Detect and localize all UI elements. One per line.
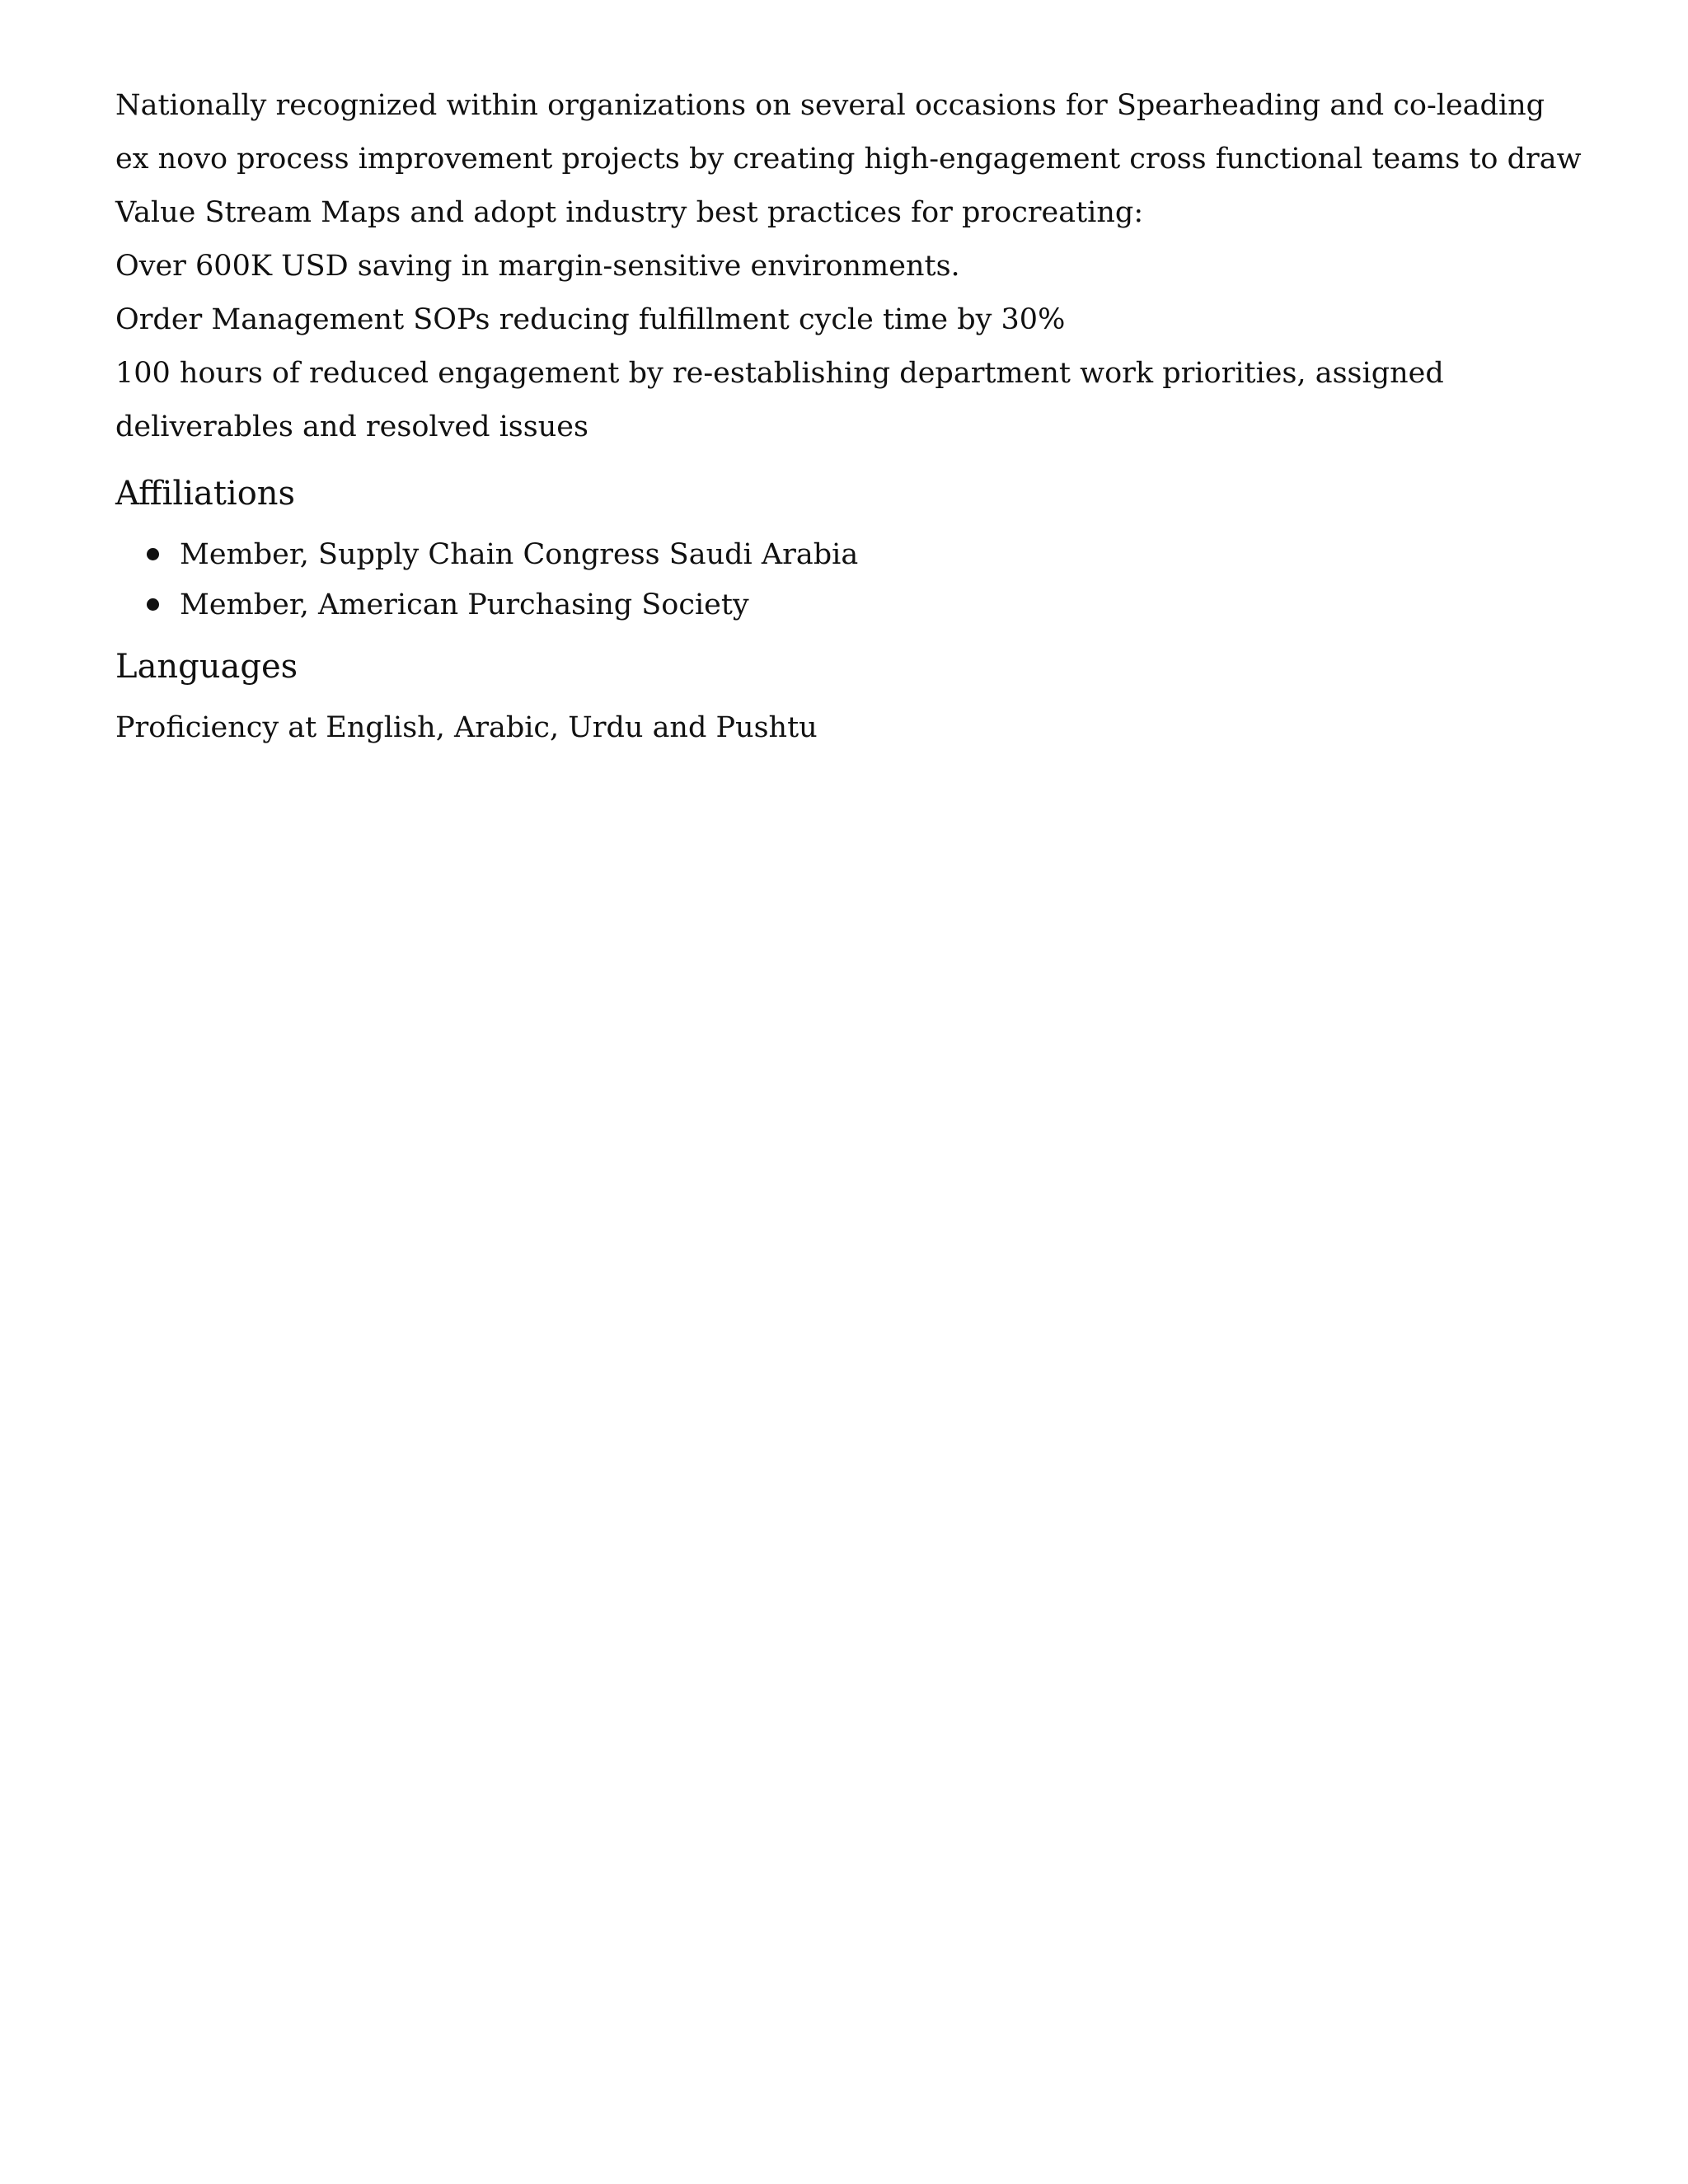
bullet-icon	[147, 598, 159, 611]
paragraph-line: Value Stream Maps and adopt industry best practices for procreating:	[115, 196, 1144, 229]
paragraph-line: 100 hours of reduced engagement by re-establishing department work priorities, assigned	[115, 357, 1444, 390]
paragraph-line: Nationally recognized within organizations on several occasions for Spearheading and co-leading	[115, 89, 1545, 122]
list-item	[115, 530, 1582, 580]
affiliation-text: Member, Supply Chain Congress Saudi Arabia	[180, 538, 859, 571]
affiliations-list	[115, 530, 1582, 630]
paragraph-line: Order Management SOPs reducing fulfillment cycle time by 30%	[115, 303, 1066, 336]
affiliations-heading: Affiliations	[115, 475, 296, 513]
affiliation-text: Member, American Purchasing Society	[180, 588, 749, 621]
paragraph-line: ex novo process improvement projects by creating high-engagement cross functional teams to draw	[115, 143, 1582, 176]
bullet-icon	[147, 548, 159, 560]
document-page	[115, 79, 1582, 752]
languages-heading: Languages	[115, 648, 298, 686]
languages-text: Proficiency at English, Arabic, Urdu and Pushtu	[115, 711, 818, 744]
paragraph-line: Over 600K USD saving in margin-sensitive environments.	[115, 250, 960, 283]
achievements-paragraph	[115, 79, 1582, 454]
list-item	[115, 580, 1582, 630]
paragraph-line: deliverables and resolved issues	[115, 410, 588, 443]
